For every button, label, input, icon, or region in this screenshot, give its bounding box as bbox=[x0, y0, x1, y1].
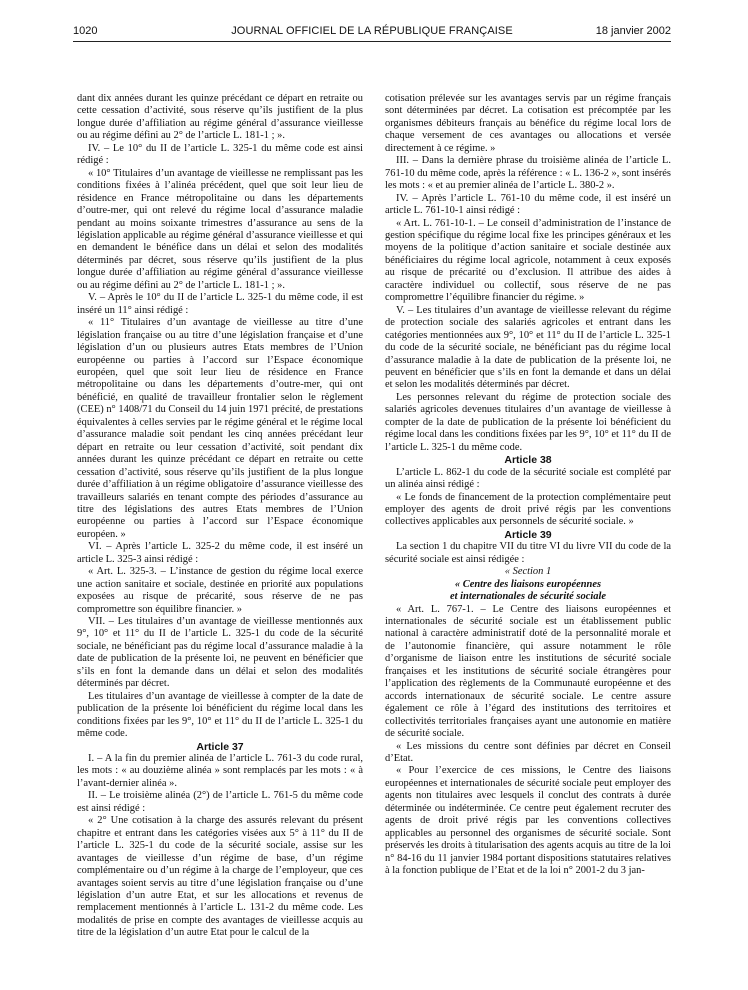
paragraph: « Les missions du centre sont définies par décret en Conseil d’Etat. bbox=[385, 740, 671, 765]
paragraph: Les personnes relevant du régime de protection sociale des salariés agricoles devenues titulaires d’un avantage de vieillesse à compter de la date de publication de la présente loi bénéficient du régime local dans les conditions fixées par les 9°, 10° et 11° du II de l’article L. 325-1 du même code. bbox=[385, 391, 671, 453]
paragraph: « Art. L. 761-10-1. – Le conseil d’administration de l’instance de gestion spécifique du régime local fixe les principes généraux et les moyens de la politique d’action sanitaire et sociale destinée aux bénéficiaires du régime local agricole, notamment à ceux exposés au risque de précarité ou d’exclusion. Il attribue des aides à caractère individuel ou collectif, sous réserve de ne pas compromettre l’équilibre financier du régime. » bbox=[385, 217, 671, 304]
paragraph: IV. – Après l’article L. 761-10 du même code, il est inséré un article L. 761-10-1 ainsi rédigé : bbox=[385, 192, 671, 217]
right-column bbox=[385, 93, 671, 878]
paragraph: II. – Le troisième alinéa (2°) de l’article L. 761-5 du même code est ainsi rédigé : bbox=[77, 790, 363, 814]
article-heading: Article 39 bbox=[504, 528, 552, 541]
article-heading: Article 38 bbox=[504, 454, 552, 467]
paragraph: V. – Après le 10° du II de l’article L. 325-1 du même code, il est inséré un 11° ainsi rédigé : bbox=[77, 292, 363, 316]
paragraph: « 2° Une cotisation à la charge des assurés relevant du présent chapitre et entrant dans les catégories visées aux 5° à 11° du II de l’article L. 325-1 du code de la sécurité sociale, assise sur les avantages de vieillesse d’un régime de base, d’un régime complémentaire ou d’un régime à la charge de l’employeur, que ces avantages soient servis au titre d’une législation française ou d’une législation d’un autre Etat, et sur les allocations et revenus de remplacement mentionnés à l’article L. 131-2 du même code. Les modalités de prise en compte des avantages de vieillesse acquis au titre de la législation d’un autre Etat pour le calcul de la bbox=[77, 815, 363, 939]
section-title-line: « Centre des liaisons européennes bbox=[454, 578, 602, 590]
page-header bbox=[73, 25, 671, 41]
left-column bbox=[77, 93, 363, 940]
paragraph: V. – Les titulaires d’un avantage de vieillesse relevant du régime de protection sociale des salariés agricoles et entrant dans les catégories mentionnées aux 9°, 10° et 11° du II de l’article L. 325-1 du code de la sécurité sociale, ne bénéficiant pas du régime local d’assurance maladie à la date de publication de la présente loi, ne peuvent en bénéficier que s’ils en font la demande et dans un délai et selon les modalités déterminés par décret. bbox=[385, 304, 671, 391]
page-number: 1020 bbox=[73, 25, 98, 37]
paragraph: VI. – Après l’article L. 325-2 du même code, il est inséré un article L. 325-3 ainsi rédigé : bbox=[77, 541, 363, 565]
paragraph: dant dix années durant les quinze précédant ce départ en retraite ou cette cessation d’activité, sous réserve qu’ils justifient de la plus longue durée d’affiliation au régime général d’assurance vieillesse ou au régime défini au 2° de l’article L. 181-1 ; ». bbox=[77, 93, 363, 142]
section-heading: « Section 1 bbox=[504, 566, 552, 578]
journal-title: JOURNAL OFFICIEL DE LA RÉPUBLIQUE FRANÇAISE bbox=[231, 25, 513, 37]
paragraph: cotisation prélevée sur les avantages servis par un régime français sont déterminées par décret. La cotisation est précomptée par les organismes débiteurs français au bénéfice du régime local lors de chaque versement de ces avantages ou allocations et versée directement à ce régime. » bbox=[385, 93, 671, 154]
paragraph: « 11° Titulaires d’un avantage de vieillesse au titre d’une législation française ou au titre d’une législation française et d’une législation d’un ou plusieurs autres Etats membres de l’Union européenne ou parties à l’accord sur l’Espace économique européen, quel que soit leur lieu de résidence en France métropolitaine ou dans les départements d’outre-mer, qui ont bénéficié, en qualité de travailleur frontalier selon le règlement (CEE) n° 1408/71 du Conseil du 14 juin 1971 précité, de prestations équivalentes à celles servies par le régime général et le régime local d’assurance maladie soit pendant les cinq années précédant leur départ en retraite ou leur cessation d’activité, soit pendant dix années durant les quinze précédant ce départ en retraite ou cette cessation d’activité, sous réserve qu’ils justifient de la plus longue durée d’affiliation à un régime obligatoire d’assurance vieillesse des travailleurs salariés en tenant compte des périodes d’assurance au titre des législations des autres Etats membres de l’Union européenne ou parties à l’accord sur l’Espace économique européen. » bbox=[77, 317, 363, 540]
paragraph: I. – A la fin du premier alinéa de l’article L. 761-3 du code rural, les mots : « au douzième alinéa » sont remplacés par les mots : « à l’avant-dernier alinéa ». bbox=[77, 753, 363, 789]
paragraph: « Le fonds de financement de la protection complémentaire peut employer des agents de droit privé régis par les conventions collectives applicables aux personnels de sécurité sociale. » bbox=[385, 491, 671, 528]
paragraph: VII. – Les titulaires d’un avantage de vieillesse mentionnés aux 9°, 10° et 11° du II de l’article L. 325-1 du code de la sécurité sociale, ne bénéficiant pas du régime local d’assurance maladie à la date de publication de la présente loi, ne peuvent en bénéficier que s’ils en font la demande dans un délai et selon des modalités déterminés par décret. bbox=[77, 616, 363, 690]
paragraph: Les titulaires d’un avantage de vieillesse à compter de la date de publication de la présente loi bénéficient du régime local dans les conditions fixées par les 9°, 10° et 11° du II de l’article L. 325-1 du même code. bbox=[77, 690, 363, 740]
paragraph: « 10° Titulaires d’un avantage de vieillesse ne remplissant pas les conditions fixées à l’alinéa précédent, quel que soit leur lieu de résidence en France métropolitaine ou dans les départements d’outre-mer, qui ont relevé du régime local d’assurance maladie pendant au moins soixante trimestres d’assurance au sens de la législation applicable au régime général d’assurance vieillesse et qui en demandent le bénéfice dans un délai et selon des modalités déterminés par décret, sous réserve qu’ils justifient de la plus longue durée d’affiliation au régime général d’assurance vieillesse ou au régime défini au 2° de l’article L. 181-1 ; ». bbox=[77, 167, 363, 291]
header-rule bbox=[73, 41, 671, 42]
paragraph: La section 1 du chapitre VII du titre VI du livre VII du code de la sécurité sociale est ainsi rédigée : bbox=[385, 541, 671, 565]
article-heading: Article 37 bbox=[196, 740, 244, 753]
paragraph: III. – Dans la dernière phrase du troisième alinéa de l’article L. 761-10 du même code, après la référence : « L. 136-2 », sont insérés les mots : « et au premier alinéa de l’article L. 380-2 ». bbox=[385, 155, 671, 192]
section-title-line: et internationales de sécurité sociale bbox=[450, 591, 606, 603]
paragraph: « Art. L. 767-1. – Le Centre des liaisons européennes et internationales de sécurité sociale est un établissement public national à caractère administratif doté de la personnalité morale et de l’autonomie financière, qui assure notamment le rôle d’organisme de liaison entre les institutions de sécurité sociale françaises et les institutions de sécurité sociale étrangères pour l’application des règlements de la Communauté européenne et des accords internationaux de sécurité sociale. Le centre assure également ce rôle à l’égard des institutions des territoires et collectivités territoriales françaises ayant une autonomie en matière de sécurité sociale. bbox=[385, 603, 671, 740]
paragraph: « Pour l’exercice de ces missions, le Centre des liaisons européennes et internationales de sécurité sociale peut employer des agents non titulaires avec lesquels il conclut des contrats à durée déterminée ou indéterminée. Ce centre peut également recruter des agents de droit privé régis par les conventions collectives applicables au personnel des organismes de sécurité sociale. Sont préservés les droits à titularisation des agents acquis au titre de la loi n° 84-16 du 11 janvier 1984 portant dispositions statutaires relatives à la fonction publique de l’Etat et de la loi n° 2001-2 du 3 jan- bbox=[385, 765, 671, 877]
paragraph: L’article L. 862-1 du code de la sécurité sociale est complété par un alinéa ainsi rédigé : bbox=[385, 466, 671, 491]
paragraph: IV. – Le 10° du II de l’article L. 325-1 du même code est ainsi rédigé : bbox=[77, 142, 363, 167]
issue-date: 18 janvier 2002 bbox=[595, 25, 671, 37]
paragraph: « Art. L. 325-3. – L’instance de gestion du régime local exerce une action sanitaire et sociale, destinée en priorité aux populations exposées au risque de précarité, sous réserve de ne pas compromettre son équilibre financier. » bbox=[77, 566, 363, 615]
